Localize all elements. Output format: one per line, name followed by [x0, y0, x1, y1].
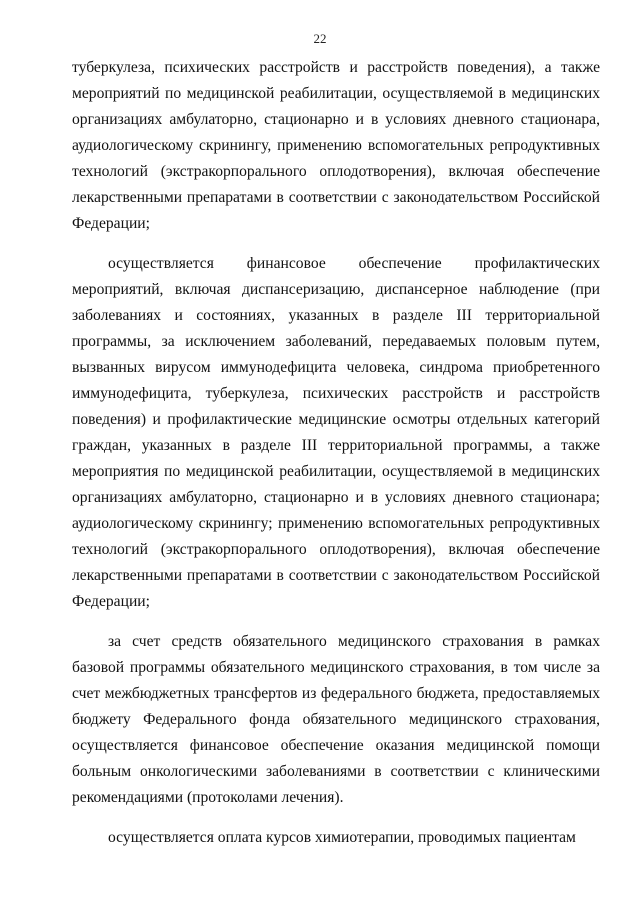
document-body: [72, 55, 600, 851]
paragraph-chemotherapy: осуществляется оплата курсов химиотерапии, проводимых пациентам: [108, 829, 576, 846]
paragraph-oms-oncology: за счет средств обязательного медицинского страхования в рамках базовой программы обязательного медицинского страхования, в том числе за счет межбюджетных трансфертов из федерального бюджета, предоставляемых бюджету Федерального фонда обязательного медицинского страхования, осуществляется финансовое обеспечение оказания медицинской помощи больным онкологическими заболеваниями в соответствии с клиническими рекомендациями (протоколами лечения).: [72, 633, 600, 806]
paragraph-continuation: туберкулеза, психических расстройств и расстройств поведения), а также мероприятий по медицинской реабилитации, осуществляемой в медицинских организациях амбулаторно, стационарно и в условиях дневного стационара, аудиологическому скринингу, применению вспомогательных репродуктивных технологий (экстракорпорального оплодотворения), включая обеспечение лекарственными препаратами в соответствии с законодательством Российской Федерации;: [72, 59, 600, 232]
paragraph-prophylactic-financing: осуществляется финансовое обеспечение профилактических мероприятий, включая диспансеризацию, диспансерное наблюдение (при заболеваниях и состояниях, указанных в разделе III территориальной программы, за исключением заболеваний, передаваемых половым путем, вызванных вирусом иммунодефицита человека, синдрома приобретенного иммунодефицита, туберкулеза, психических расстройств и расстройств поведения) и профилактические медицинские осмотры отдельных категорий граждан, указанных в разделе III территориальной программы, а также мероприятия по медицинской реабилитации, осуществляемой в медицинских организациях амбулаторно, стационарно и в условиях дневного стационара; аудиологическому скринингу; применению вспомогательных репродуктивных технологий (экстракорпорального оплодотворения), включая обеспечение лекарственными препаратами в соответствии с законодательством Российской Федерации;: [72, 255, 600, 610]
page-number: 22: [313, 31, 327, 46]
